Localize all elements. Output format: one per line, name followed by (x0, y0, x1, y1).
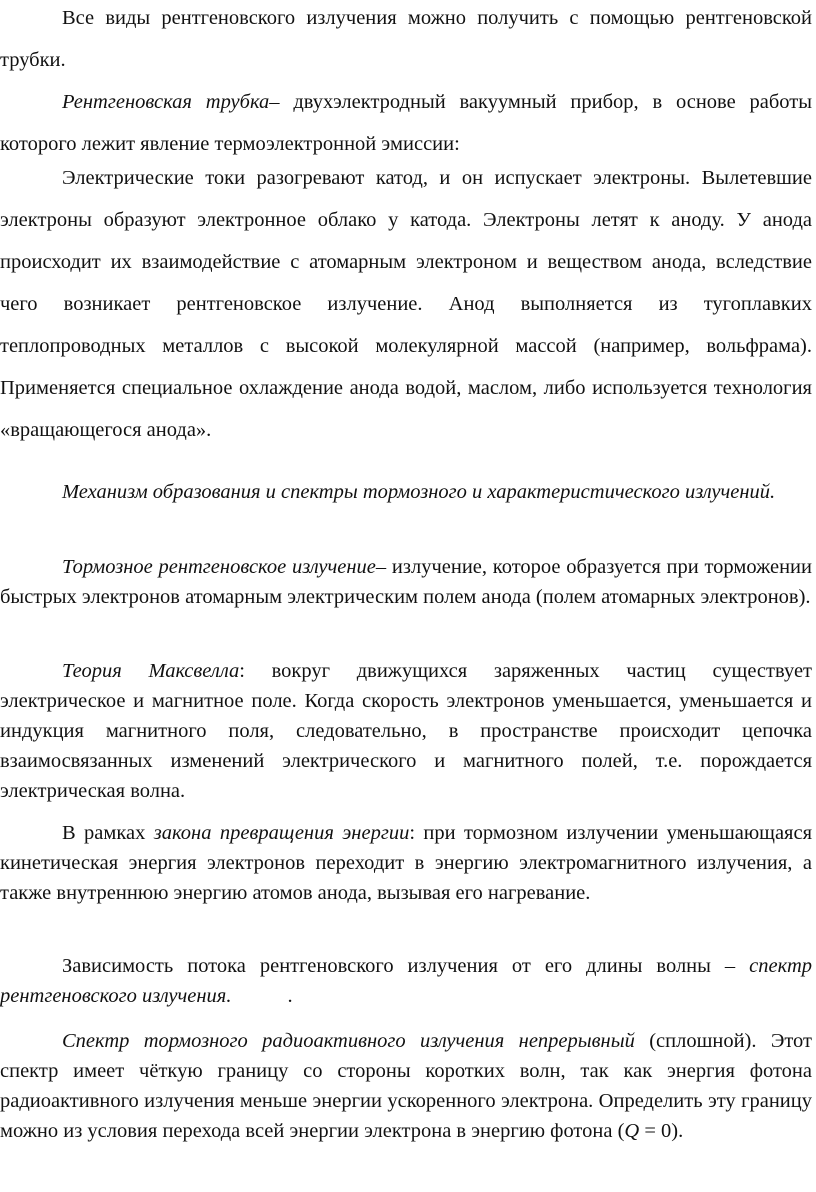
section-heading-mechanism (0, 477, 812, 507)
heading-text: Механизм образования и спектры тормозного и характеристического излучений. (62, 481, 776, 503)
paragraph-continuous-spectrum (0, 1026, 812, 1146)
term-xray-spectrum: спектр рентгеновского излучения. (0, 955, 812, 1007)
paragraph-text: = 0). (639, 1120, 684, 1142)
paragraph-text: Электрические токи разогревают катод, и он испускает электроны. Вылетевшие электроны образуют электронное облако у катода. Электроны летят к аноду. У анода происходит их взаимодействие с атомарным электроном и веществом анода, вследствие чего возникает рентгеновское излучение. Анод выполняется из тугоплавких теплопроводных металлов с высокой молекулярной массой (например, вольфрама). Применяется специальное охлаждение анода водой, маслом, либо используется технология «вращающегося анода». (0, 167, 812, 441)
term-energy-law: закона превращения энергии (153, 822, 410, 844)
paragraph-xray-tube-intro (0, 0, 812, 81)
paragraph-spectrum-definition (0, 951, 812, 1011)
paragraph-maxwell-theory (0, 656, 812, 806)
paragraph-bremsstrahlung-definition (0, 552, 812, 612)
paragraph-xray-tube-definition (0, 81, 812, 165)
term-xray-tube: Рентгеновская трубка (62, 91, 270, 113)
paragraph-text: – излучение, которое образуется при торможении быстрых электронов атомарным электрическим полем анода (полем атомарных электронов). (0, 556, 812, 608)
term-bremsstrahlung: Тормозное рентгеновское излучение (62, 556, 376, 578)
paragraph-text: В рамках (62, 822, 154, 844)
paragraph-text: Все виды рентгеновского излучения можно получить с помощью рентгеновской трубки. (0, 7, 812, 71)
paragraph-energy-conservation (0, 818, 812, 908)
term-continuous-spectrum: Спектр тормозного радиоактивного излучения непрерывный (62, 1030, 635, 1052)
paragraph-text: : при тормозном излучении уменьшающаяся кинетическая энергия электронов переходит в энергию электромагнитного излучения, а также внутреннюю энергию атомов анода, вызывая его нагревание. (0, 822, 812, 904)
paragraph-text: Зависимость потока рентгеновского излучения от его длины волны – (62, 955, 750, 977)
paragraph-tube-operation (0, 157, 812, 451)
stray-dot: . (287, 985, 293, 1007)
paragraph-text: : вокруг движущихся заряженных частиц существует электрическое и магнитное поле. Когда скорость электронов уменьшается, уменьшается и индукция магнитного поля, следовательно, в пространстве происходит цепочка взаимосвязанных изменений электрического и магнитного полей, т.е. порождается электрическая волна. (0, 660, 812, 802)
paragraph-text: (сплошной). Этот спектр имеет чёткую границу со стороны коротких волн, так как энергия фотона радиоактивного излучения меньше энергии ускоренного электрона. Определить эту границу можно из условия перехода всей энергии электрона в энергию фотона ( (0, 1030, 812, 1142)
paragraph-text: – двухэлектродный вакуумный прибор, в основе работы которого лежит явление термоэлектронной эмиссии: (0, 91, 812, 155)
term-maxwell-theory: Теория Максвелла (62, 660, 240, 682)
variable-q: Q (624, 1120, 640, 1142)
